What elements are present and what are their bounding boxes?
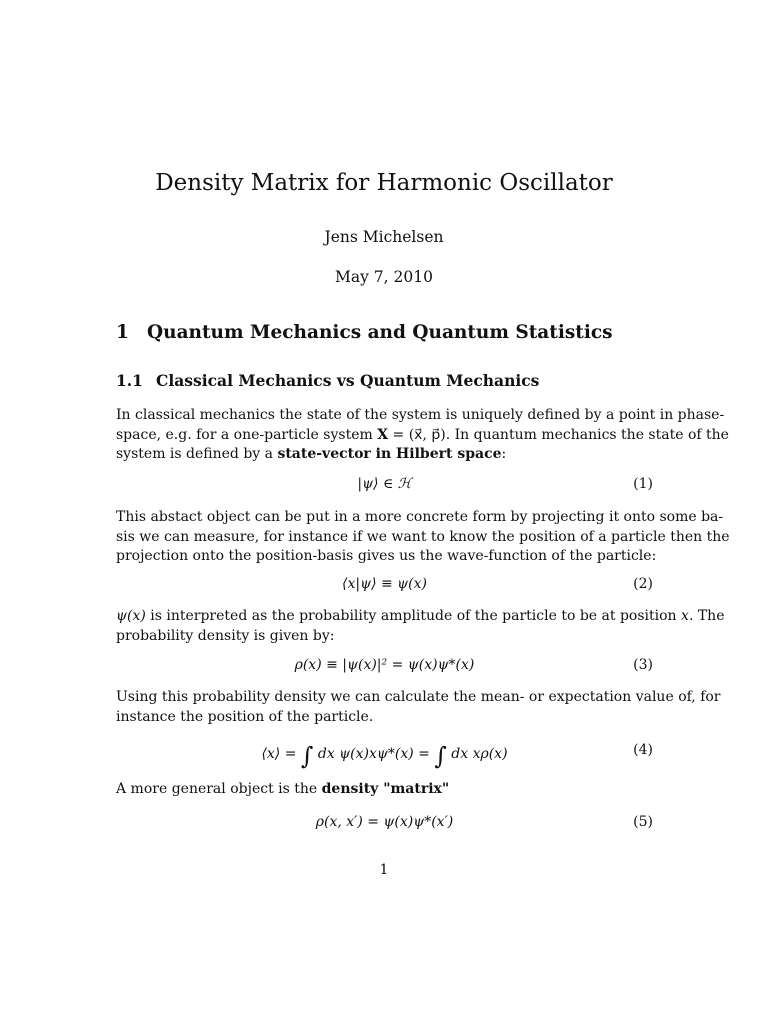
subsection-title: Classical Mechanics vs Quantum Mechanics [156,371,540,390]
paragraph-line: space, e.g. for a one-particle system X = (x⃗, p⃗). In quantum mechanics the state of the [116,426,729,443]
equation-expression: ρ(x) ≡ |ψ(x)|² = ψ(x)ψ*(x) [294,657,475,673]
equation-number: (3) [633,657,653,673]
equation-expression: ⟨x⟩ = ∫ dx ψ(x)xψ*(x) = ∫ dx xρ(x) [261,742,508,770]
paragraph-line: ψ(x) is interpreted as the probability amplitude of the particle to be at position x. The [116,608,725,624]
paragraph-line: In classical mechanics the state of the system is uniquely defined by a point in phase- [116,407,725,423]
bold-term-density-matrix: density "matrix" [321,781,450,797]
integral-sign: ∫ [434,742,447,770]
paragraph-line: system is defined by a state-vector in Hilbert space: [116,446,507,462]
paragraph-line: projection onto the position-basis gives us the wave-function of the particle: [116,548,657,564]
equation-expression: ρ(x, x′) = ψ(x)ψ*(x′) [315,814,454,830]
paragraph-line: Using this probability density we can calculate the mean- or expectation value of, for [116,689,721,705]
equation-4 [116,742,653,770]
paragraph-projection [116,508,730,567]
paragraph-line: probability density is given by: [116,627,335,644]
paragraph-line: sis we can measure, for instance if we want to know the position of a particle then the [116,528,730,545]
paper-date: May 7, 2010 [335,268,433,286]
integral-sign: ∫ [300,742,314,770]
equation-1 [116,476,653,496]
equation-number: (1) [633,476,653,492]
paragraph-expectation [116,688,721,727]
paper-title: Density Matrix for Harmonic Oscillator [155,170,613,196]
page-number: 1 [379,862,389,878]
bold-term-state-vector: state-vector in Hilbert space [277,446,502,462]
section-title: Quantum Mechanics and Quantum Statistics [147,322,613,343]
equation-3 [116,657,653,677]
equation-number: (4) [633,742,653,758]
section-heading [116,322,613,343]
paragraph-amplitude [116,607,725,646]
paragraph-density-matrix [116,780,656,800]
paragraph-line: A more general object is the density "matrix" [116,781,450,797]
equation-2 [116,576,653,596]
section-number: 1 [116,322,129,343]
equation-expression: |ψ⟩ ∈ ℋ [357,476,412,492]
paragraph-classical-state [116,406,729,465]
equation-5 [116,814,653,834]
paragraph-line: This abstact object can be put in a more concrete form by projecting it onto some ba- [116,509,724,525]
equation-expression: ⟨x|ψ⟩ ≡ ψ(x) [342,576,427,592]
paragraph-line: instance the position of the particle. [116,708,374,725]
equation-number: (2) [633,576,653,592]
equation-number: (5) [633,814,653,830]
paper-author: Jens Michelsen [324,228,444,246]
subsection-number: 1.1 [116,371,143,390]
bold-x: X [377,426,389,443]
subsection-heading [116,371,539,390]
